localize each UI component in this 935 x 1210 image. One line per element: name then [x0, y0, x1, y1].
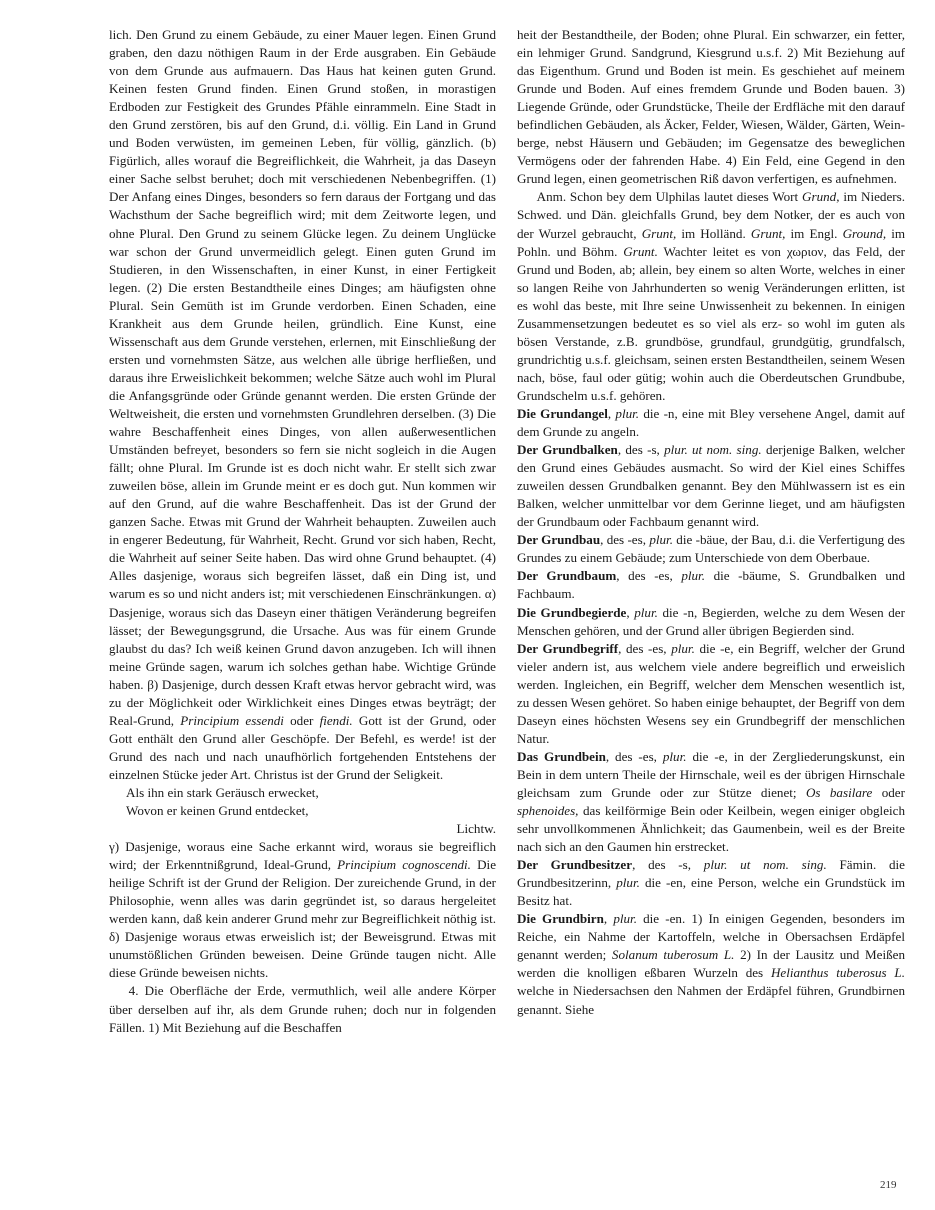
verse-source: Lichtw.: [456, 821, 496, 837]
paragraph-anmerkung: Anm. Schon bey dem Ulphilas lautet dieses Wort Grund, im Nieders. Schwed. und Dän. gleichfalls Grund, bey dem Notker, der es auch von der Wurzel gebraucht, Grunt, im Holländ. Grunt, im Engl. Ground, im Pohln. und Böhm. Grunt. Wachter leitet es von χωριον, das Feld, der Grund und Boden, ab; allein, bey einem so alten Worte, welches in einer so langen Reihe von Jahrhunderten so wenig Veränderungen erlitten, ist es wohl das beste, mit Ihre seine Unwissenheit zu bekennen. In einigen Zusammensetzungen bedeutet es so viel als erz- so wohl im guten als bösen Verstande, z.B. grundböse, grundfaul, grundgütig, grundfalsch, grundrichtig u.s.f. gleichsam, seinen ersten Bestandtheilen, seinem Wesen nach, böse, faul oder gütig; wohin auch die Oberdeutschen Grundbube, Grundschelm u.s.f. gehören.: [517, 189, 906, 403]
entry-grundbalken: Der Grundbalken, des -s, plur. ut nom. sing. derjenige Balken, welcher den Grund eines Gebäudes ausmacht. So wird der Kiel eines Schiffes zuweilen dessen Grundbalken genannt. Bey den Mühlwassern ist es ein Balken, welcher unmittelbar vor dem Gerinne lieget, und am häufigsten der Grundbaum oder Fachbaum genannt wird.: [517, 442, 906, 530]
page-number: 219: [880, 1179, 897, 1191]
entry-headword: Die Grundbegierde: [517, 604, 627, 620]
entry-grundbegierde: Die Grundbegierde, plur. die -n, Begierden, welche zu dem Wesen der Menschen gehören, und der Grund aller übrigen Begierden sind.: [517, 604, 905, 638]
entry-headword: Der Grundbesitzer: [517, 857, 633, 873]
paragraph-boden: heit der Bestandtheile, der Boden; ohne Plural. Ein schwarzer, ein fetter, ein lehmiger Grund. Sandgrund, Kiesgrund u.s.f. 2) Mit Beziehung auf das Eigenthum. Grund und Boden ist mein. Es geschiehet auf meinem Grunde und Boden. Auf eines fremdem Grunde und Boden bauen. 3) Liegende Gründe, oder Grundstücke, Theile der Erdfläche mit den darauf befindlichen Gebäuden, als Äcker, Felder, Wiesen, Wälder, Gärten, Weinberge, nebst Häusern und Gebäuden; im Gegensatze des beweglichen Vermögens oder der fahrenden Habe. 4) Ein Feld, eine Gegend in den Grund legen, einen geometrischen Riß davon verfertigen, es aufnehmen.: [517, 27, 905, 187]
entry-grundbein: Das Grundbein, des -es, plur. die -e, in der Zergliederungskunst, ein Bein in dem untern Theile der Hirnschale, weil es der übrigen Hirnschale gleichsam zum Grunde oder zur Stütze dienet; Os basilare oder sphenoides, das keilförmige Bein oder Keilbein, wegen einiger obgleich sehr unvollkommenen Ähnlichkeit; das Gaumenbein, weil es der Breite nach sich an den Gaumen hin erstrecket.: [517, 748, 906, 855]
entry-grundangel: Die Grundangel, plur. die -n, eine mit Bley versehene Angel, damit auf dem Grunde zu angeln.: [517, 405, 906, 440]
verse-line-1: Als ihn ein stark Geräusch erwecket,: [126, 784, 319, 800]
entry-headword: Das Grundbein: [517, 748, 606, 764]
verse-line-2: Wovon er keinen Grund entdecket,: [126, 803, 309, 819]
entry-headword: Der Grundbaum: [517, 568, 617, 584]
entry-headword: Der Grundbau: [517, 532, 601, 548]
paragraph-oberflaeche: 4. Die Oberfläche der Erde, vermuthlich, weil alle andere Körper über derselben auf ihr, als dem Grunde ruhen; doch nur in folgenden Fällen. 1) Mit Beziehung auf die Beschaffen: [109, 983, 496, 1035]
entry-grundbau: Der Grundbau, des -es, plur. die -bäue, der Bau, d.i. die Verfertigung des Grundes zu einem Gebäude; zum Unterschiede von dem Oberbaue.: [517, 532, 905, 566]
right-column: [517, 26, 905, 1019]
entry-grundbaum: Der Grundbaum, des -es, plur. die -bäume, S. Grundbalken und Fachbaum.: [517, 568, 905, 602]
paragraph-grund-meanings: lich. Den Grund zu einem Gebäude, zu einer Mauer legen. Einen Grund graben, den dazu nöthigen Raum in der Erde ausgraben. Ein Gebäude von dem Grunde aus aufmauern. Das Haus hat keinen guten Grund. Keinen festen Grund finden. Einen Grund stoßen, in morastigen Erdboden zur Festigkeit des Grundes Pfähle einrammeln. Eine Stadt in den Grund zerstören, bis auf den Grund, d.i. völlig. Ein Land in Grund und Boden verwüsten, im gemeinen Leben, für völlig, gänzlich. (b) Figürlich, alles worauf die Begreiflichkeit, die Wahrheit, ja das Daseyn einer Sache selbst beruhet; doch mit verschiedenen Nebenbegriffen. (1) Der Anfang eines Dinges, besonders so fern daraus der Fortgang und das Wachsthum der Sache begreiflich wird; mit dem Zeitworte legen, und ohne Plural. Den Grund zu seinem Glücke legen. Zu deinem Unglücke war schon der Grund unvermeidlich gelegt. Einen guten Grund im Studieren, in den Wissenschaften, in einer Kunst, in einer Fertigkeit legen. (2) Die ersten Bestandtheile eines Dinges; am häufigsten ohne Plural. Sein Gemüth ist im Grunde verdorben. Einen Schaden, eine Krankheit aus dem Grunde heilen, gründlich. Eine Kunst, eine Wissenschaft aus dem Grunde verstehen, erlernen, mit Einschließung der ersten und vornehmsten Sätze, aus welchen alle übrige herfließen, und daraus ihre Erweislichkeit bekommen; welche Sätze auch wohl im Plural die Anfangsgründe oder Gründe genannt werden. Die ersten Gründe der Weltweisheit, die ersten und vornehmsten Grundlehren derselben. (3) Die wahre Beschaffenheit eines Dinges, von allen außerwesentlichen Umständen befreyet, besonders so fern sie nicht sogleich in die Augen fällt; ohne Plural. Im Grunde ist es doch nicht wahr. Er stellt sich zwar zuweilen böse, allein im Grunde meint er es doch gut. Nun kommen wir auf den Grund, auf die wahre Beschaffenheit. Das ist der Grund der ganzen Sache. Etwas mit Grund der Wahrheit behaupten. Zuweilen auch in engerer Bedeutung, für Wahrheit, Recht. Grund vor sich haben, Recht, die Wahrheit auf seiner Seite haben. Das wird ohne Grund behauptet. (4) Alles dasjenige, woraus sich begreifen lässet, daß ein Ding ist, und warum es so und nicht anders ist; mit verschiedenen Einschränkungen. α) Dasjenige, woraus sich das Daseyn einer thätigen Veränderung begreifen lässet; der Bewegungsgrund, die Ursache. Aus was für einem Grunde glaubst du das? Ich weiß keinen Grund davon anzugeben. Ich will ihnen meine Gründe sagen, warum ich solches gethan habe. Wichtige Gründe haben. β) Dasjenige, durch dessen Kraft etwas hervor gebracht wird, was zu der Möglichkeit oder Wirklichkeit eines Dinges etwas beyträgt; der Real-Grund, Principium essendi oder fiendi. Gott ist der Grund, oder Gott enthält den Grund aller Geschöpfe. Der Befehl, es werde! ist der Grund des nach und nach unaufhörlich fortgehenden Entstehens der einzelnen Stücke jeder Art. Christus ist der Grund der Seligkeit.: [109, 27, 496, 782]
entry-headword: Die Grundangel: [517, 405, 608, 421]
entry-headword: Der Grundbegriff: [517, 640, 619, 656]
left-column: [109, 26, 496, 1037]
paragraph-erkenntnisgrund: γ) Dasjenige, woraus eine Sache erkannt wird, woraus sie begreiflich wird; der Erkenntnißgrund, Ideal-Grund, Principium cognoscendi. Die heilige Schrift ist der Grund der Religion. Der zureichende Grund, in der Philosophie, wenn alles was darin gegründet ist, so daraus hergeleitet werden kann, daß kein anderer Grund mehr zur Begreiflichkeit nöthig ist. δ) Dasjenige woraus etwas erweislich ist; der Beweisgrund. Etwas mit unumstößlichen Gründen beweisen. Deine Gründe taugen nicht. Alle diese Gründe beweisen nichts.: [109, 839, 496, 981]
entry-grundbesitzer: Der Grundbesitzer, des -s, plur. ut nom. sing. Fämin. die Grundbesitzerinn, plur. die -en, eine Person, welche ein Grundstück im Besitz hat.: [517, 857, 906, 909]
entry-headword: Der Grundbalken: [517, 442, 618, 458]
entry-grundbegriff: Der Grundbegriff, des -es, plur. die -e, ein Begriff, welcher der Grund vieler andern ist, aus welchem viele andere begreiflich und erweislich werden. Ingleichen, ein Begriff, welcher dem Menschen wesentlich ist, zu dessen Wesen gehöret. So haben einige behauptet, der Begriff von dem Daseyn eines höchsten Wesens sey ein Grundbegriff der menschlichen Natur.: [517, 640, 905, 746]
entry-grundbirn: Die Grundbirn, plur. die -en. 1) In einigen Gegenden, besonders im Reiche, ein Nahme der Kartoffeln, welche in Obersachsen Erdäpfel genannt werden; Solanum tuberosum L. 2) In der Lausitz und Meißen werden die knolligen eßbaren Wurzeln des Helianthus tuberosus L. welche in Niedersachsen den Nahmen der Erdäpfel führen, Grundbirnen genannt. Siehe: [517, 911, 905, 1017]
entry-headword: Die Grundbirn: [517, 911, 604, 927]
